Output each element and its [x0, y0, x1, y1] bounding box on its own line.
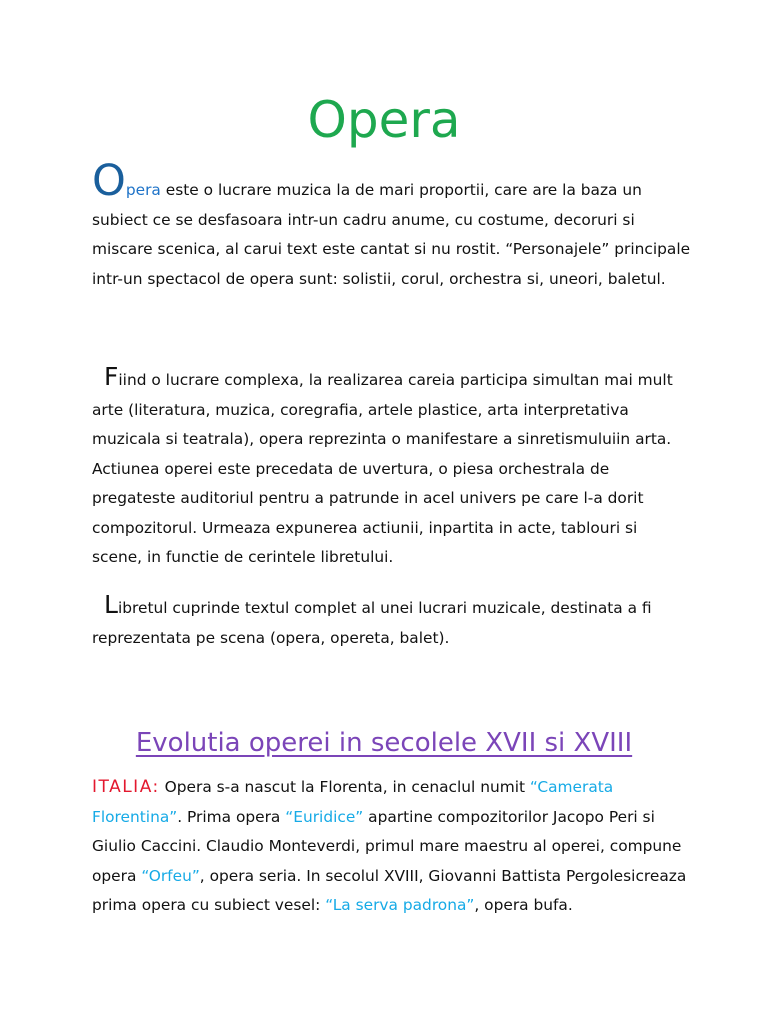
- paragraph-text: , opera seria. In secolul XVIII, Giovanni Battista Pergolesicreaza prima opera cu subiect vesel:: [92, 866, 687, 914]
- paragraph-complexity: [92, 362, 692, 573]
- paragraph-definition: [92, 156, 692, 294]
- paragraph-text: apartine compozitorilor Jacopo Peri si Giulio Caccini. Claudio Monteverdi, primul mare maestru al operei, compune opera: [92, 807, 682, 885]
- paragraph-libretto: [92, 590, 692, 653]
- paragraph-text: Opera s-a nascut la Florenta, in cenaclul numit: [159, 778, 530, 796]
- highlight-orfeu: “Orfeu”: [141, 866, 200, 885]
- section-title: Evolutia operei in secolele XVII si XVIII: [135, 728, 633, 758]
- country-label: ITALIA:: [92, 777, 160, 797]
- highlight-camerata: “Camerata Florentina”: [92, 778, 614, 826]
- paragraph-text: ibretul cuprinde textul complet al unei lucrari muzicale, destinata a fi reprezentata pe scena (opera, opereta, balet).: [92, 599, 652, 647]
- page-title: Opera: [307, 91, 461, 149]
- paragraph-italy: [92, 773, 692, 921]
- paragraph-text: . Prima opera: [177, 807, 286, 826]
- dropcap-l: L: [104, 590, 118, 619]
- highlight-serva-padrona: “La serva padrona”: [325, 896, 475, 914]
- dropcap-f: F: [104, 362, 119, 391]
- paragraph-text: este o lucrare muzica la de mari proportii, care are la baza un subiect ce se desfasoara intr-un cadru anume, cu costume, decoruri si miscare scenica, al carui text este cantat si nu rostit. “Personajele” principale intr-un spectacol de opera sunt: solistii, corul, orchestra si, uneori, baletul.: [92, 181, 691, 288]
- highlighted-word: pera: [125, 181, 161, 199]
- dropcap-o: O: [92, 156, 126, 206]
- paragraph-text: iind o lucrare complexa, la realizarea careia participa simultan mai mult arte (literatura, muzica, coregrafia, artele plastice, arta interpretativa muzicala si teatrala), opera reprezinta o manifestare a sinretismuluiin arta. Actiunea operei este precedata de uvertura, o piesa orchestrala de pregateste auditoriul pentru a patrunde in acel univers pe care l-a dorit compozitorul. Urmeaza expunerea actiunii, inpartita in acte, tablouri si scene, in functie de cerintele libretului.: [92, 371, 673, 566]
- paragraph-text: , opera bufa.: [474, 896, 573, 914]
- highlight-euridice: “Euridice”: [285, 807, 364, 826]
